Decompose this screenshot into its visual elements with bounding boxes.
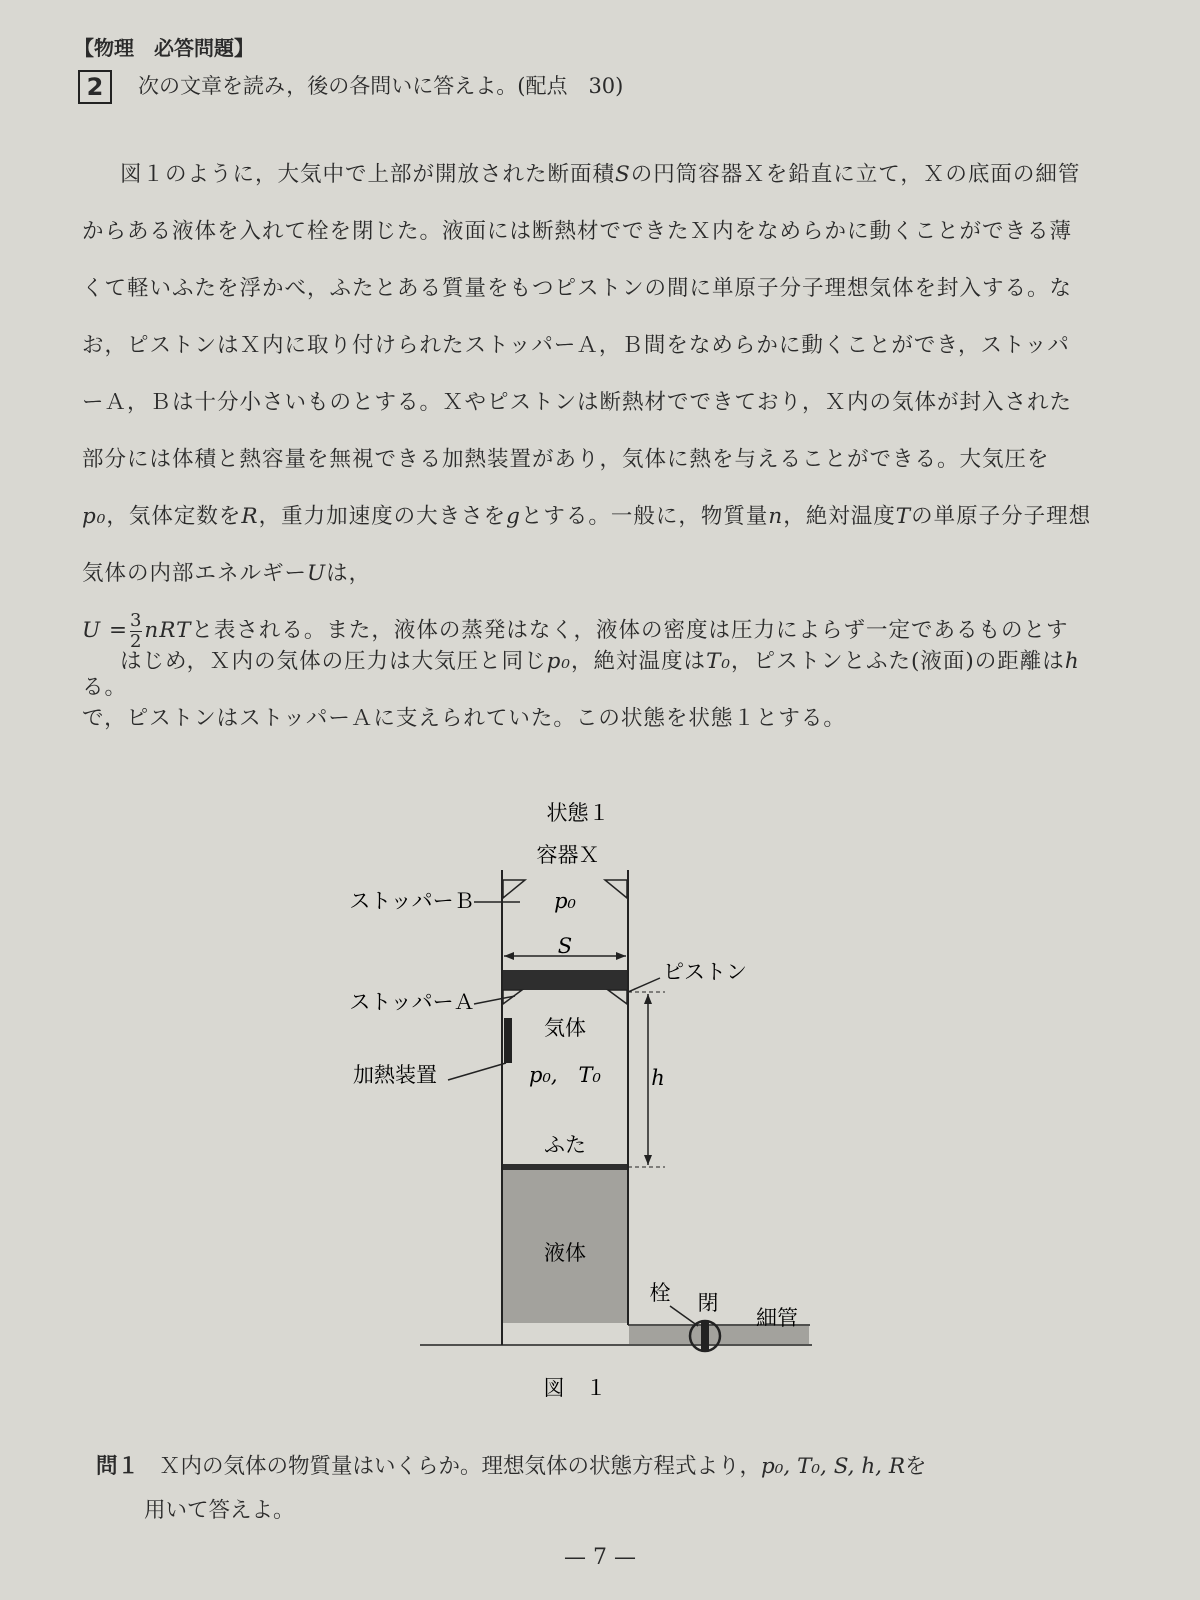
text: ，絶対温度は xyxy=(571,649,707,674)
question-1 xyxy=(96,1445,927,1533)
var-g: g xyxy=(506,504,521,529)
text: 図１のように，大気中で上部が開放された断面積 xyxy=(120,162,616,187)
liquid-label: 液体 xyxy=(544,1241,586,1265)
area-arrow-head-right xyxy=(616,952,626,960)
var-R: R xyxy=(241,504,259,529)
plug-leader xyxy=(670,1306,698,1326)
text: と表される。また，液体の蒸発はなく，液体の密度は圧力によらず一定であるものとする。 xyxy=(82,618,1069,700)
gas-state-label: p₀, T₀ xyxy=(529,1063,601,1087)
text: ，絶対温度 xyxy=(783,504,896,529)
figure-1 xyxy=(0,780,1200,1400)
text: ，ピストンとふた(液面)の距離は xyxy=(731,649,1065,674)
var-h: h xyxy=(1064,649,1080,674)
text: を xyxy=(905,1454,927,1479)
text: Ｘ内の気体の物質量はいくらか。理想気体の状態方程式より， xyxy=(159,1454,762,1479)
page-number: — 7 — xyxy=(564,1545,636,1570)
var-U: U xyxy=(307,561,327,586)
h-label: h xyxy=(651,1066,665,1090)
container-label: 容器Ｘ xyxy=(536,843,600,867)
tube-label: 細管 xyxy=(756,1306,798,1330)
h-arrow-head-bottom xyxy=(644,1155,652,1165)
stopper-a-label: ストッパーＡ xyxy=(349,990,475,1014)
var-p0: p₀ xyxy=(546,649,572,674)
h-arrow-head-top xyxy=(644,994,652,1004)
piston-leader xyxy=(628,978,660,992)
var-n: n xyxy=(768,504,784,529)
question-number-box: 2 xyxy=(78,70,112,104)
eq-den: 2 xyxy=(129,630,143,652)
piston xyxy=(503,970,627,990)
text: ，気体定数を xyxy=(106,504,242,529)
area-label: S xyxy=(557,934,573,958)
text: ，重力加速度の大きさを xyxy=(258,504,507,529)
heater-device xyxy=(504,1018,512,1063)
state-title: 状態１ xyxy=(546,801,610,825)
eq-rhs: nRT xyxy=(144,618,192,643)
question-intro: 次の文章を読み，後の各問いに答えよ。(配点 30) xyxy=(138,74,624,98)
text: の単原子分子理想気体の内部エネルギー xyxy=(82,504,1092,586)
text: とする。一般に，物質量 xyxy=(520,504,769,529)
question-1-vars: p₀, T₀, S, h, R xyxy=(761,1454,906,1479)
eq-lhs: U = xyxy=(82,618,128,643)
figure-caption: 図 １ xyxy=(543,1376,607,1400)
text: で，ピストンはストッパーＡに支えられていた。この状態を状態１とする。 xyxy=(82,706,846,731)
text: はじめ，Ｘ内の気体の圧力は大気圧と同じ xyxy=(120,649,547,674)
lid-label: ふた xyxy=(544,1133,586,1157)
stopper-b-left xyxy=(503,880,525,898)
valve-closed-label: 閉 xyxy=(697,1291,719,1315)
var-T: T xyxy=(895,504,912,529)
plug-label: 栓 xyxy=(649,1281,671,1305)
area-arrow-head-left xyxy=(504,952,514,960)
var-p0: p₀ xyxy=(82,504,107,529)
atm-pressure-label: p₀ xyxy=(554,889,576,913)
text: の円筒容器Ｘを鉛直に立て，Ｘの底面の細管からある液体を入れて栓を閉じた。液面には断熱材でできたＸ内をなめらかに動くことができる薄くて軽いふたを浮かべ，ふたとある質量をもつピストンの間に単原子分子理想気体を封入する。なお，ピストンはＸ内に取り付けられたストッパーＡ，Ｂ間をなめらかに動くことができ，ストッパーＡ，Ｂは十分小さいものとする。Ｘやピストンは断熱材でできており，Ｘ内の気体が封入された部分には体積と熱容量を無視できる加熱装置があり，気体に熱を与えることができる。大気圧を xyxy=(82,162,1081,472)
plug-valve-handle xyxy=(701,1321,709,1351)
stopper-b-label: ストッパーＢ xyxy=(349,889,475,913)
text: は， xyxy=(326,561,372,586)
piston-label: ピストン xyxy=(663,960,747,984)
problem-paragraph-1 xyxy=(82,146,1092,716)
gas-label: 気体 xyxy=(544,1016,586,1040)
question-1-label: 問１ xyxy=(96,1454,140,1479)
eq-num: 3 xyxy=(129,609,143,631)
section-header: 【物理 必答問題】 xyxy=(74,36,254,60)
lid xyxy=(503,1164,627,1170)
question-1-continuation: 用いて答えよ。 xyxy=(144,1498,295,1523)
var-T0: T₀ xyxy=(706,649,732,674)
stopper-b-right xyxy=(605,880,627,898)
heater-label: 加熱装置 xyxy=(353,1063,437,1087)
stopper-a-right xyxy=(608,990,627,1004)
heater-leader xyxy=(448,1063,506,1080)
var-S: S xyxy=(615,162,631,187)
